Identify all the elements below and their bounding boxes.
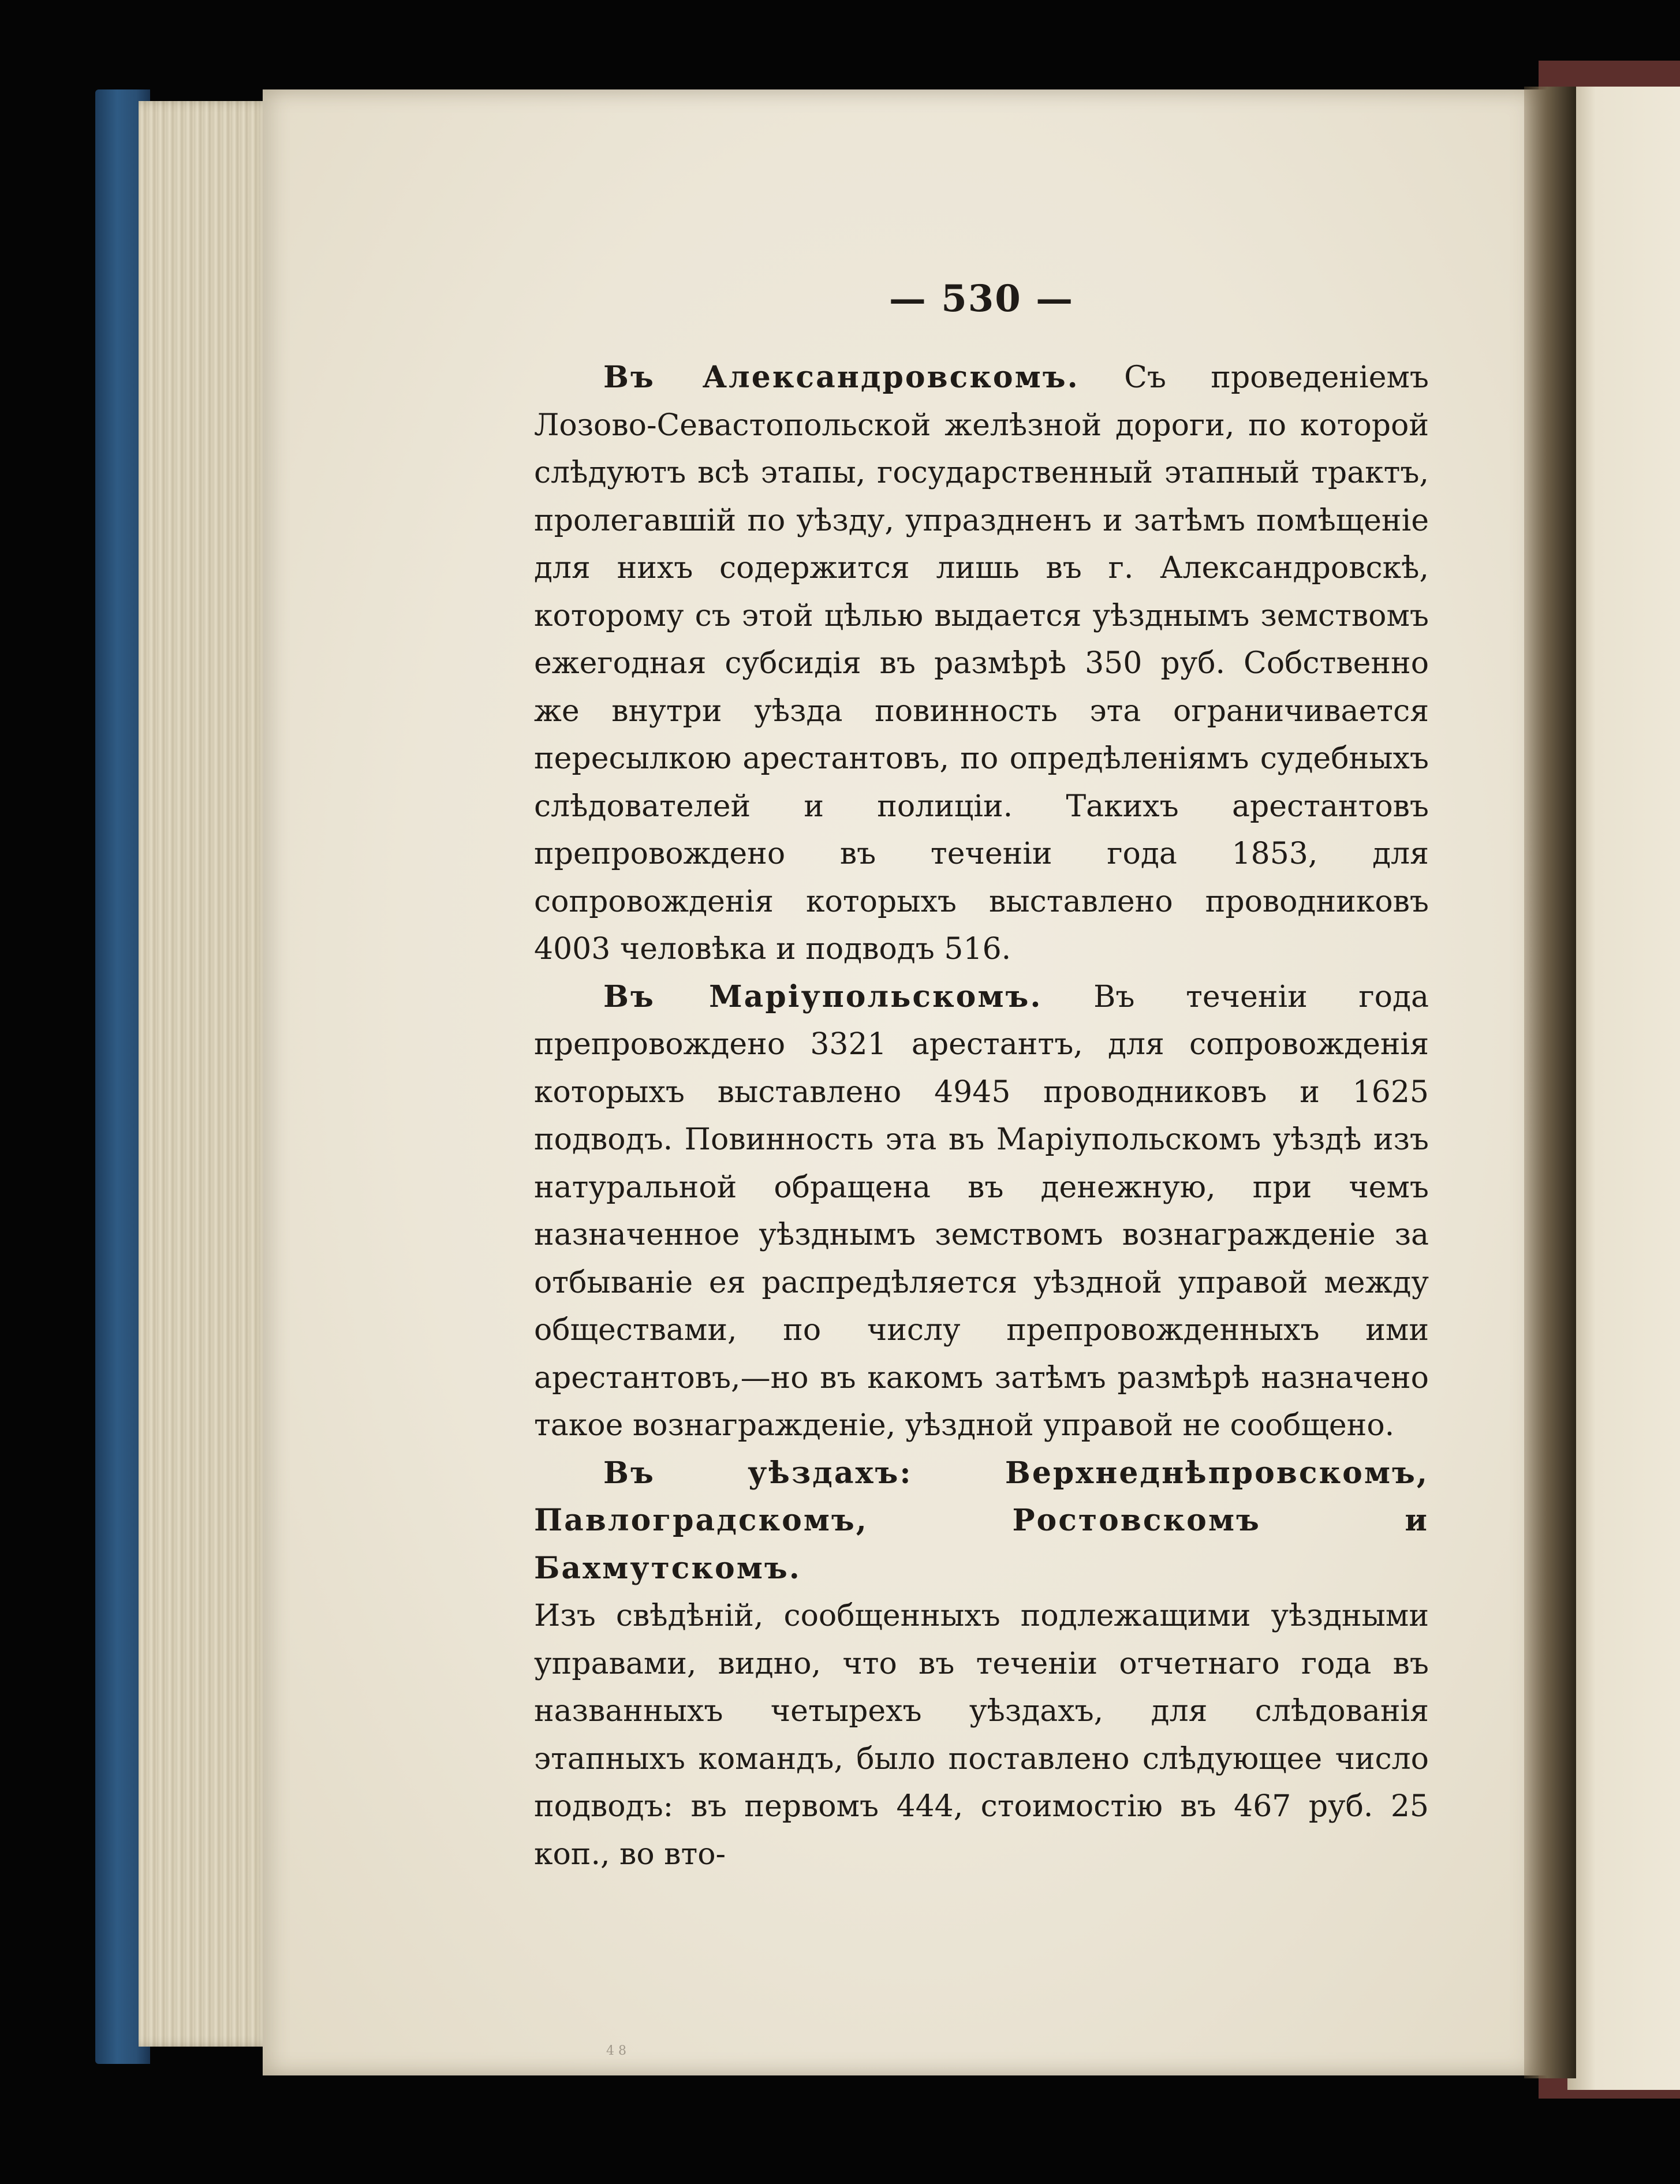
- paragraph-body: Съ проведеніемъ Лозово-Севастопольской желѣзной дороги, по которой слѣдуютъ всѣ этапы, государственный этапный трактъ, пролегавшій по уѣзду, упраздненъ и затѣмъ помѣщеніе для нихъ содержится лишь въ г. Александровскѣ, которому съ этой цѣлью выдается уѣзднымъ земствомъ ежегодная субсидія въ размѣрѣ 350 руб. Собственно же внутри уѣзда повинность эта ограничивается пересылкою арестантовъ, по опредѣленіямъ судебныхъ слѣдователей и полиціи. Такихъ арестантовъ препровождено въ теченіи года 1853, для сопровожденія которыхъ выставлено проводниковъ 4003 человѣка и подводъ 516.: [534, 360, 1429, 966]
- page-edges: [139, 101, 271, 2047]
- page-text-block: [534, 277, 1429, 1878]
- printer-mark: 4 8: [606, 2044, 626, 2058]
- paragraph-body: Въ теченіи года препровождено 3321 арестантъ, для сопровожденія которыхъ выставлено 4945 проводниковъ и 1625 подводъ. Повинность эта въ Маріупольскомъ уѣздѣ изъ натуральной обращена въ денежную, при чемъ назначенное уѣзднымъ земствомъ вознагражденіе за отбываніе ея распредѣляется уѣздной управой между обществами, по числу препровожденныхъ ими арестантовъ,—но въ какомъ затѣмъ размѣрѣ назначено такое вознагражденіе, уѣздной управой не сообщено.: [534, 979, 1429, 1443]
- paragraph-four-districts: Изъ свѣдѣній, сообщенныхъ подлежащими уѣздными управами, видно, что въ теченіи отчетнаго года въ названныхъ четырехъ уѣздахъ, для слѣдованія этапныхъ командъ, было поставлено слѣдующее число подводъ: въ первомъ 444, стоимостію въ 467 руб. 25 коп., во вто-: [534, 1599, 1429, 1872]
- paragraph-heading: Въ Александровскомъ.: [603, 360, 1080, 395]
- section-heading: Въ уѣздахъ: Верхнеднѣпровскомъ, Павлоградскомъ, Ростовскомъ и Бахмутскомъ.: [534, 1455, 1429, 1586]
- page-number: — 530 —: [888, 277, 1074, 320]
- page-gutter: [1524, 87, 1576, 2078]
- paragraph-aleksandrovsk: [534, 354, 1429, 973]
- paragraph-mariupol: [534, 973, 1429, 1450]
- paragraph-heading: Въ Маріупольскомъ.: [603, 979, 1043, 1014]
- facing-page-edge: [1567, 87, 1680, 2090]
